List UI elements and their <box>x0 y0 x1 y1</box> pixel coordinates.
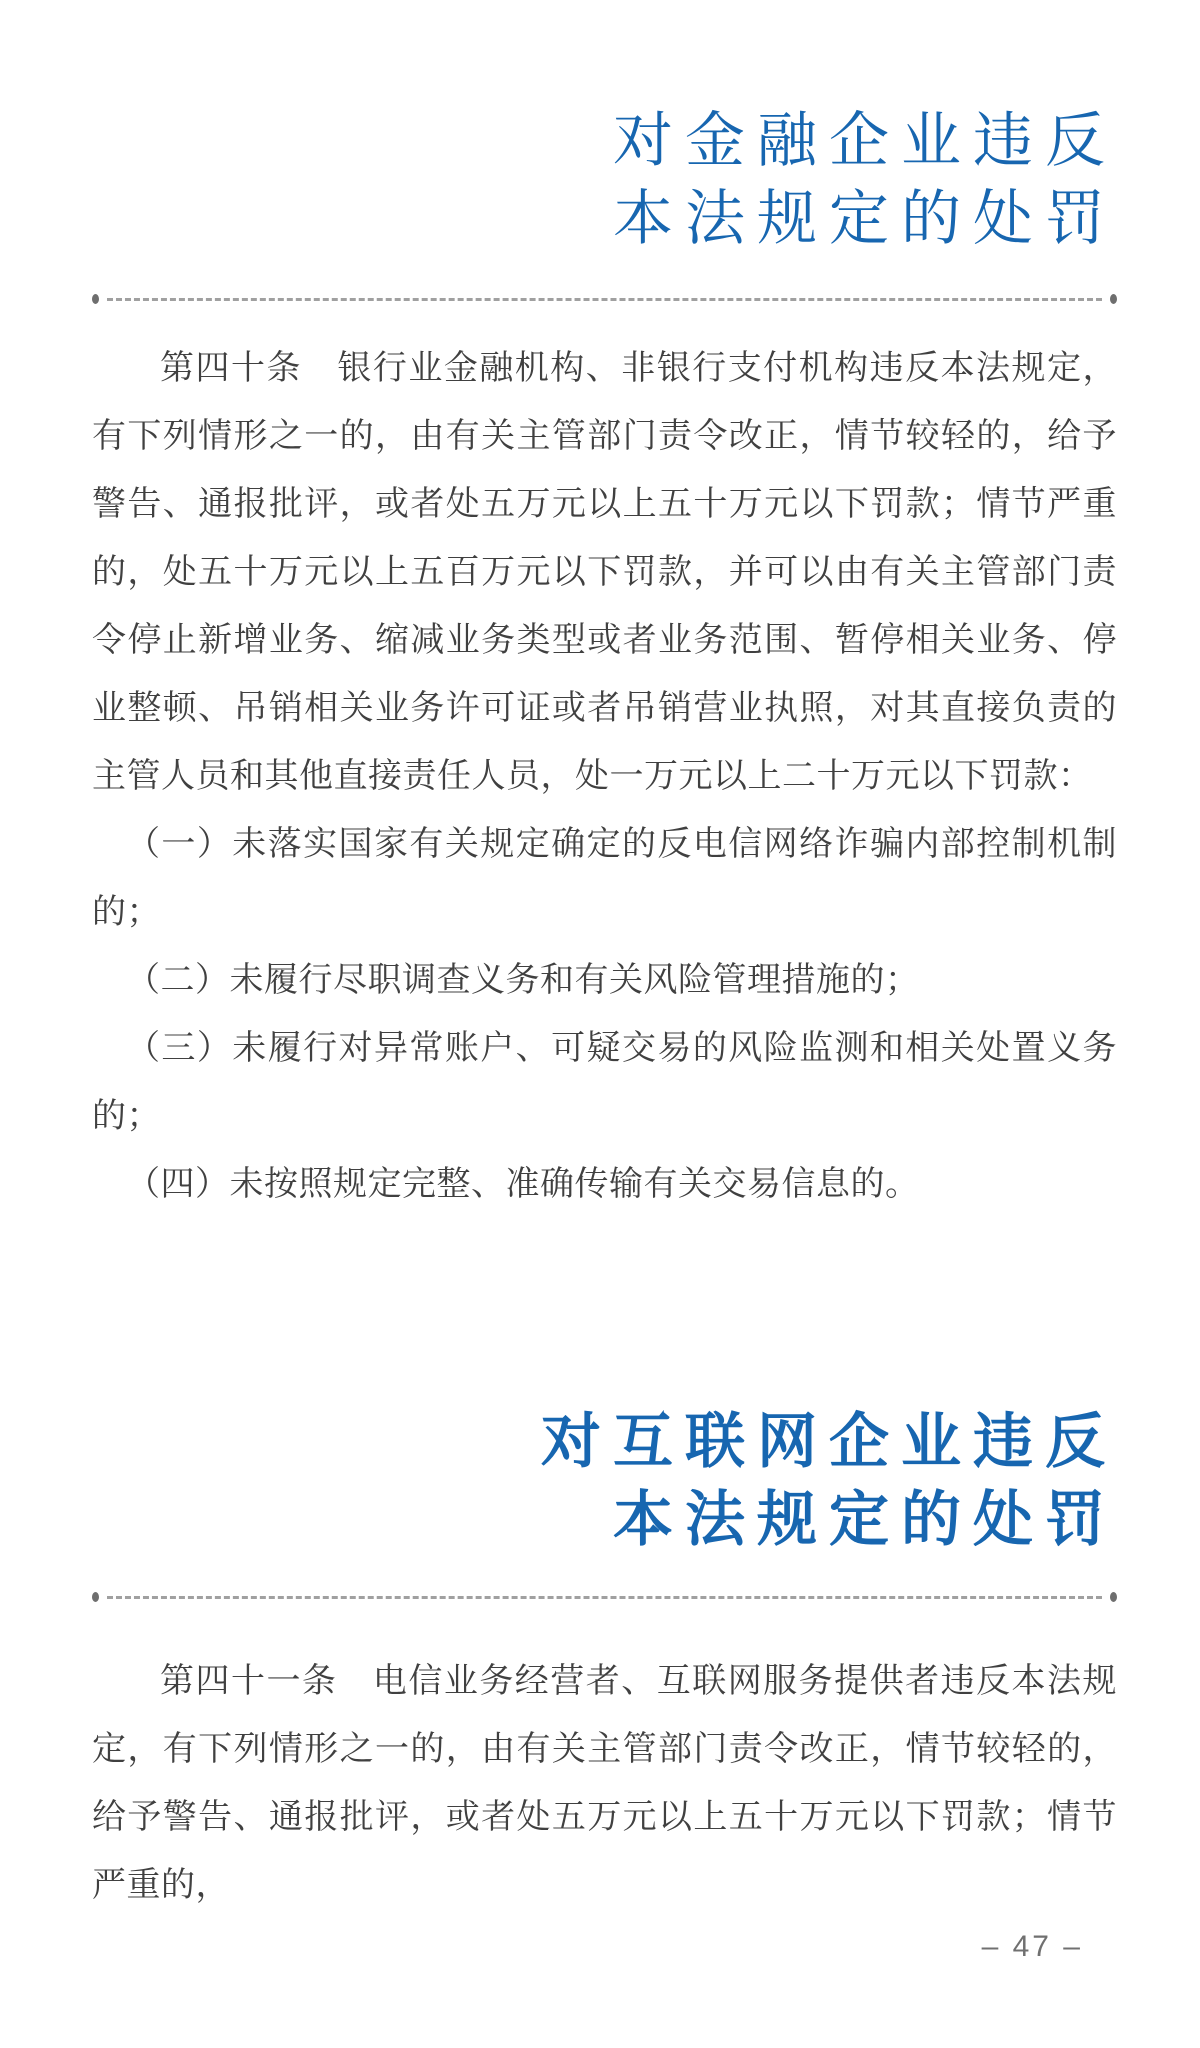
article-41-paragraph: 第四十一条 电信业务经营者、互联网服务提供者违反本法规定，有下列情形之一的，由有关主管部门责令改正，情节较轻的，给予警告、通报批评，或者处五万元以上五十万元以下罚款；情节严重的， <box>92 1662 1117 1904</box>
section-divider <box>92 1592 1117 1602</box>
divider-dashed-line <box>107 1596 1102 1599</box>
divider-dot-icon <box>92 1592 99 1602</box>
section-financial-enterprises <box>92 102 1117 1218</box>
heading-line: 本法规定的处罚 <box>613 1486 1117 1553</box>
divider-dot-icon <box>92 294 99 304</box>
page-content <box>0 102 1200 1919</box>
divider-dot-icon <box>1110 294 1117 304</box>
page-number: – 47 – <box>981 1930 1083 1963</box>
article-40-item-1: （一）未落实国家有关规定确定的反电信网络诈骗内部控制机制的； <box>92 825 1117 931</box>
section-body <box>92 1647 1117 1919</box>
section-body <box>92 334 1117 1218</box>
article-40-paragraph: 第四十条 银行业金融机构、非银行支付机构违反本法规定，有下列情形之一的，由有关主管部门责令改正，情节较轻的，给予警告、通报批评，或者处五万元以上五十万元以下罚款；情节严重的，处五十万元以上五百万元以下罚款，并可以由有关主管部门责令停止新增业务、缩减业务类型或者业务范围、暂停相关业务、停业整顿、吊销相关业务许可证或者吊销营业执照，对其直接负责的主管人员和其他直接责任人员，处一万元以上二十万元以下罚款： <box>92 349 1117 795</box>
article-40-item-2: （二）未履行尽职调查义务和有关风险管理措施的； <box>126 961 920 999</box>
article-40-item-4: （四）未按照规定完整、准确传输有关交易信息的。 <box>126 1165 920 1203</box>
heading-line: 对金融企业违反 <box>613 107 1117 174</box>
section-heading-financial <box>92 102 1117 258</box>
section-heading-internet <box>92 1403 1117 1559</box>
article-40-item-3: （三）未履行对异常账户、可疑交易的风险监测和相关处置义务的； <box>92 1029 1117 1135</box>
divider-dashed-line <box>107 298 1102 301</box>
section-internet-enterprises <box>92 1403 1117 1919</box>
section-divider <box>92 294 1117 304</box>
divider-dot-icon <box>1110 1592 1117 1602</box>
heading-line: 对互联网企业违反 <box>541 1408 1117 1475</box>
heading-line: 本法规定的处罚 <box>613 185 1117 252</box>
